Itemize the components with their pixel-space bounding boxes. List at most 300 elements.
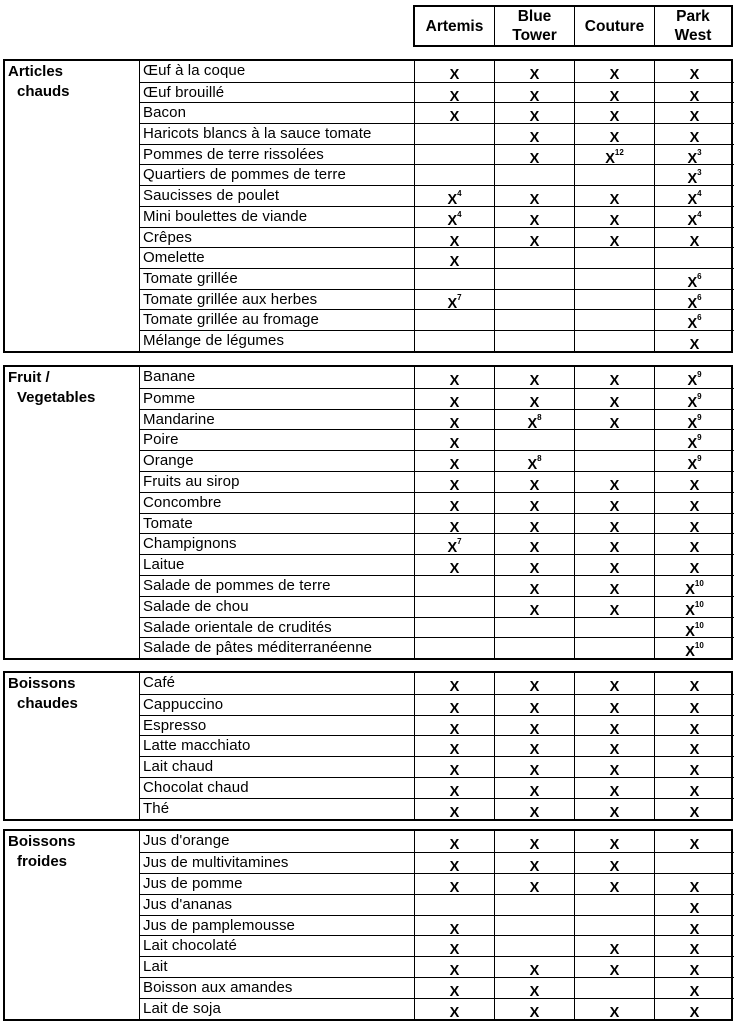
- availability-mark: X: [689, 678, 700, 695]
- availability-cell-artemis: [414, 555, 494, 575]
- table-row: [140, 735, 734, 759]
- table-row: [140, 873, 734, 894]
- table-row: [140, 935, 734, 959]
- footnote-ref: 6: [697, 313, 702, 323]
- availability-mark: X: [449, 254, 460, 271]
- availability-mark: X: [529, 763, 540, 780]
- table-row: [140, 977, 734, 1001]
- availability-cell-blue-tower: [494, 757, 574, 780]
- availability-mark: X: [529, 129, 540, 146]
- availability-mark: X: [447, 295, 458, 312]
- footnote-ref: 12: [614, 147, 624, 157]
- footnote-ref: 3: [697, 147, 702, 157]
- availability-cell-park-west: [654, 874, 734, 894]
- availability-cell-park-west: [654, 165, 734, 188]
- availability-mark: X: [449, 858, 460, 875]
- availability-cell-park-west: [654, 451, 734, 474]
- availability-cell-park-west: [654, 207, 734, 227]
- table-row: [140, 998, 734, 1019]
- availability-mark: X: [449, 372, 460, 389]
- availability-cell-couture: [574, 895, 654, 915]
- item-name: Poire: [143, 431, 179, 449]
- availability-mark: X: [529, 109, 540, 126]
- availability-cell-artemis: [414, 757, 494, 780]
- availability-mark: X: [449, 921, 460, 938]
- item-name: Chocolat chaud: [143, 778, 249, 796]
- section-fruit-vegetables: [3, 365, 733, 660]
- availability-mark: X: [689, 88, 700, 105]
- availability-mark: X: [609, 498, 620, 515]
- item-name: Tomate grillée aux herbes: [143, 290, 318, 308]
- item-name: Jus de pomme: [143, 874, 243, 892]
- availability-cell-blue-tower: [494, 389, 574, 409]
- availability-mark: X: [687, 274, 698, 291]
- availability-mark: X: [449, 1004, 460, 1021]
- item-name: Pommes de terre rissolées: [143, 145, 324, 163]
- availability-cell-park-west: [654, 430, 734, 453]
- availability-mark: X: [449, 963, 460, 980]
- availability-mark: X: [449, 763, 460, 780]
- footnote-ref: 8: [537, 412, 542, 422]
- item-name: Jus d'ananas: [143, 895, 233, 913]
- availability-cell-couture: [574, 757, 654, 780]
- availability-cell-artemis: [414, 145, 494, 165]
- availability-cell-blue-tower: [494, 290, 574, 310]
- section-boissons-froides: [3, 829, 733, 1021]
- availability-mark: X: [447, 212, 458, 229]
- footnote-ref: 4: [697, 189, 702, 199]
- table-row: [140, 471, 734, 492]
- availability-cell-park-west: [654, 310, 734, 333]
- availability-mark: X: [609, 602, 620, 619]
- availability-mark: X: [529, 561, 540, 577]
- availability-mark: X: [529, 477, 540, 494]
- availability-mark: X: [689, 942, 700, 959]
- availability-mark: X: [685, 644, 695, 661]
- availability-cell-artemis: [414, 124, 494, 144]
- availability-mark: X: [689, 540, 700, 557]
- availability-cell-park-west: [654, 269, 734, 289]
- availability-cell-artemis: [414, 103, 494, 126]
- section-rows: [139, 673, 734, 819]
- availability-mark: X: [687, 316, 698, 333]
- item-name: Café: [143, 674, 176, 691]
- availability-cell-blue-tower: [494, 978, 574, 1001]
- availability-cell-artemis: [414, 831, 494, 852]
- availability-cell-park-west: [654, 978, 734, 1001]
- availability-cell-couture: [574, 576, 654, 596]
- availability-cell-park-west: [654, 145, 734, 165]
- item-name: Laitue: [143, 556, 185, 574]
- table-row: [140, 777, 734, 798]
- availability-cell-artemis: [414, 410, 494, 430]
- footnote-ref: 7: [457, 292, 462, 302]
- availability-cell-blue-tower: [494, 874, 574, 894]
- availability-cell-park-west: [654, 957, 734, 980]
- availability-cell-park-west: [654, 638, 734, 661]
- availability-mark: X: [529, 191, 540, 208]
- availability-cell-couture: [574, 61, 654, 82]
- hotel-header-row: [413, 5, 733, 47]
- availability-mark: X: [449, 109, 460, 126]
- table-row: [140, 450, 734, 474]
- section-label-line: Boissons: [8, 833, 76, 850]
- availability-cell-blue-tower: [494, 310, 574, 330]
- availability-cell-artemis: [414, 389, 494, 409]
- availability-mark: X: [689, 879, 700, 896]
- availability-mark: X: [529, 742, 540, 759]
- availability-mark: X: [609, 783, 620, 800]
- table-row: [140, 144, 734, 165]
- availability-cell-couture: [574, 778, 654, 798]
- table-row: [140, 831, 734, 852]
- section-label: [5, 367, 139, 658]
- availability-mark: X: [529, 66, 540, 83]
- item-name: Œuf brouillé: [143, 83, 225, 101]
- availability-cell-park-west: [654, 576, 734, 596]
- availability-mark: X: [449, 457, 460, 474]
- footnote-ref: 9: [697, 412, 702, 422]
- availability-mark: X: [529, 963, 540, 980]
- section-label: [5, 61, 139, 351]
- item-name: Haricots blancs à la sauce tomate: [143, 125, 372, 143]
- availability-cell-artemis: [414, 207, 494, 227]
- item-name: Lait chaud: [143, 758, 214, 776]
- availability-cell-artemis: [414, 673, 494, 694]
- availability-cell-blue-tower: [494, 618, 574, 638]
- availability-mark: X: [609, 581, 620, 598]
- availability-mark: X: [529, 581, 540, 598]
- table-row: [140, 673, 734, 694]
- availability-mark: X: [609, 394, 620, 411]
- availability-cell-blue-tower: [494, 514, 574, 534]
- availability-mark: X: [449, 519, 460, 536]
- availability-cell-couture: [574, 103, 654, 126]
- availability-cell-blue-tower: [494, 597, 574, 617]
- availability-mark: X: [689, 498, 700, 515]
- table-row: [140, 289, 734, 310]
- item-name: Jus de multivitamines: [143, 853, 289, 871]
- section-label: [5, 673, 139, 819]
- availability-cell-couture: [574, 410, 654, 430]
- availability-mark: X: [449, 233, 460, 250]
- availability-mark: X: [447, 191, 458, 208]
- availability-cell-artemis: [414, 83, 494, 103]
- availability-mark: X: [609, 700, 620, 717]
- availability-cell-blue-tower: [494, 895, 574, 915]
- availability-cell-couture: [574, 83, 654, 103]
- section-label-line: chaudes: [17, 695, 78, 712]
- availability-cell-artemis: [414, 514, 494, 534]
- availability-cell-park-west: [654, 514, 734, 534]
- availability-mark: X: [609, 763, 620, 780]
- availability-mark: X: [449, 88, 460, 105]
- availability-mark: X: [609, 742, 620, 759]
- table-row: [140, 715, 734, 736]
- table-row: [140, 61, 734, 82]
- table-row: [140, 513, 734, 534]
- availability-mark: X: [529, 498, 540, 515]
- availability-mark: X: [529, 836, 540, 853]
- availability-cell-artemis: [414, 186, 494, 206]
- section-label-line: froides: [17, 853, 68, 870]
- item-name: Pomme: [143, 389, 196, 407]
- availability-cell-couture: [574, 331, 654, 351]
- availability-cell-park-west: [654, 618, 734, 638]
- availability-mark: X: [689, 783, 700, 800]
- availability-cell-couture: [574, 638, 654, 658]
- availability-cell-blue-tower: [494, 367, 574, 388]
- availability-cell-park-west: [654, 597, 734, 617]
- column-header-blue-tower: Blue Tower: [494, 7, 574, 45]
- availability-cell-artemis: [414, 916, 494, 936]
- availability-cell-park-west: [654, 493, 734, 513]
- availability-mark: X: [529, 150, 540, 167]
- availability-cell-couture: [574, 472, 654, 492]
- availability-cell-couture: [574, 799, 654, 819]
- availability-cell-park-west: [654, 853, 734, 873]
- availability-cell-blue-tower: [494, 83, 574, 103]
- availability-cell-blue-tower: [494, 186, 574, 206]
- availability-cell-blue-tower: [494, 430, 574, 450]
- availability-cell-couture: [574, 534, 654, 557]
- availability-cell-couture: [574, 493, 654, 513]
- availability-mark: X: [689, 763, 700, 780]
- item-name: Mini boulettes de viande: [143, 207, 308, 225]
- item-name: Jus de pamplemousse: [143, 916, 295, 934]
- availability-mark: X: [529, 858, 540, 875]
- availability-cell-artemis: [414, 493, 494, 513]
- table-row: [140, 694, 734, 715]
- availability-cell-blue-tower: [494, 103, 574, 126]
- availability-mark: X: [609, 415, 620, 432]
- availability-cell-couture: [574, 831, 654, 852]
- availability-mark: X: [689, 900, 700, 917]
- availability-mark: X: [609, 372, 620, 389]
- availability-cell-artemis: [414, 895, 494, 915]
- availability-cell-couture: [574, 228, 654, 248]
- section-label-line: chauds: [17, 83, 70, 100]
- availability-cell-blue-tower: [494, 145, 574, 165]
- availability-cell-park-west: [654, 778, 734, 798]
- availability-cell-blue-tower: [494, 207, 574, 227]
- availability-cell-blue-tower: [494, 673, 574, 694]
- availability-cell-park-west: [654, 290, 734, 310]
- availability-cell-blue-tower: [494, 638, 574, 658]
- availability-cell-artemis: [414, 597, 494, 617]
- section-label: [5, 831, 139, 1019]
- table-row: [140, 756, 734, 780]
- availability-cell-couture: [574, 124, 654, 144]
- availability-cell-artemis: [414, 999, 494, 1019]
- availability-cell-park-west: [654, 673, 734, 694]
- availability-cell-couture: [574, 673, 654, 694]
- table-row: [140, 492, 734, 513]
- availability-cell-couture: [574, 874, 654, 894]
- availability-mark: X: [529, 1004, 540, 1021]
- availability-mark: X: [449, 66, 460, 83]
- section-rows: [139, 367, 734, 661]
- availability-mark: X: [609, 191, 620, 208]
- section-articles-chauds: [3, 59, 733, 353]
- availability-cell-artemis: [414, 451, 494, 474]
- footnote-ref: 6: [697, 292, 702, 302]
- item-name: Saucisses de poulet: [143, 187, 280, 205]
- availability-mark: X: [689, 519, 700, 536]
- footnote-ref: 4: [457, 189, 462, 199]
- availability-cell-couture: [574, 936, 654, 959]
- availability-cell-park-west: [654, 555, 734, 575]
- item-name: Quartiers de pommes de terre: [143, 166, 346, 184]
- availability-cell-park-west: [654, 410, 734, 430]
- item-name: Lait de soja: [143, 1000, 221, 1018]
- availability-cell-blue-tower: [494, 228, 574, 248]
- availability-cell-couture: [574, 853, 654, 873]
- item-name: Salade de chou: [143, 597, 249, 615]
- availability-mark: X: [449, 942, 460, 959]
- footnote-ref: 8: [537, 454, 542, 464]
- availability-mark: X: [609, 540, 620, 557]
- availability-cell-artemis: [414, 310, 494, 330]
- availability-mark: X: [609, 129, 620, 146]
- item-name: Latte macchiato: [143, 737, 251, 755]
- table-row: [140, 956, 734, 980]
- item-name: Concombre: [143, 493, 222, 511]
- item-name: Salade de pâtes méditerranéenne: [143, 639, 373, 657]
- availability-mark: X: [529, 372, 540, 389]
- availability-mark: X: [449, 678, 460, 695]
- availability-cell-blue-tower: [494, 799, 574, 819]
- availability-cell-artemis: [414, 957, 494, 980]
- table-row: [140, 409, 734, 430]
- table-row: [140, 123, 734, 144]
- availability-cell-park-west: [654, 895, 734, 915]
- availability-mark: X: [687, 457, 698, 474]
- availability-cell-park-west: [654, 186, 734, 206]
- availability-mark: X: [449, 836, 460, 853]
- column-header-couture: Couture: [574, 7, 654, 45]
- availability-cell-park-west: [654, 103, 734, 126]
- availability-cell-blue-tower: [494, 716, 574, 736]
- item-name: Champignons: [143, 535, 237, 553]
- availability-cell-park-west: [654, 61, 734, 82]
- availability-cell-artemis: [414, 874, 494, 894]
- availability-mark: X: [689, 804, 700, 821]
- availability-cell-blue-tower: [494, 831, 574, 852]
- availability-cell-blue-tower: [494, 916, 574, 936]
- footnote-ref: 3: [697, 168, 702, 178]
- table-row: [140, 367, 734, 388]
- availability-cell-couture: [574, 999, 654, 1019]
- availability-mark: X: [609, 858, 620, 875]
- availability-cell-couture: [574, 957, 654, 980]
- table-row: [140, 268, 734, 289]
- availability-cell-artemis: [414, 331, 494, 351]
- availability-mark: X: [449, 721, 460, 738]
- availability-mark: X: [609, 212, 620, 229]
- availability-cell-blue-tower: [494, 493, 574, 513]
- availability-mark: X: [529, 394, 540, 411]
- availability-mark: X: [689, 129, 700, 146]
- availability-cell-couture: [574, 290, 654, 310]
- table-row: [140, 309, 734, 333]
- availability-cell-park-west: [654, 124, 734, 144]
- section-label-line: Fruit /: [8, 369, 50, 386]
- availability-cell-artemis: [414, 778, 494, 798]
- availability-cell-blue-tower: [494, 695, 574, 715]
- availability-mark: X: [609, 804, 620, 821]
- availability-mark: X: [529, 984, 540, 1001]
- item-name: Salade orientale de crudités: [143, 618, 332, 636]
- availability-cell-blue-tower: [494, 778, 574, 798]
- availability-cell-artemis: [414, 269, 494, 289]
- table-row: [140, 164, 734, 188]
- availability-mark: X: [609, 233, 620, 250]
- item-name: Tomate grillée au fromage: [143, 311, 319, 329]
- availability-cell-artemis: [414, 978, 494, 1001]
- availability-cell-artemis: [414, 534, 494, 557]
- availability-cell-park-west: [654, 83, 734, 103]
- section-label-line: Articles: [8, 63, 64, 80]
- availability-cell-blue-tower: [494, 472, 574, 492]
- item-name: Crêpes: [143, 228, 192, 246]
- availability-mark: X: [449, 436, 460, 453]
- footnote-ref: 9: [697, 454, 702, 464]
- section-label-line: Vegetables: [17, 389, 96, 406]
- availability-cell-artemis: [414, 290, 494, 310]
- column-header-park-west: Park West: [654, 7, 731, 45]
- availability-mark: X: [689, 921, 700, 938]
- availability-mark: X: [687, 150, 698, 167]
- availability-cell-artemis: [414, 936, 494, 959]
- availability-cell-artemis: [414, 61, 494, 82]
- availability-mark: X: [689, 836, 700, 853]
- availability-cell-park-west: [654, 367, 734, 388]
- availability-mark: X: [609, 66, 620, 83]
- availability-mark: X: [449, 984, 460, 1001]
- availability-cell-artemis: [414, 853, 494, 873]
- availability-cell-blue-tower: [494, 957, 574, 980]
- availability-cell-park-west: [654, 472, 734, 492]
- availability-mark: X: [449, 783, 460, 800]
- item-name: Mélange de légumes: [143, 331, 285, 349]
- column-header-artemis: Artemis: [425, 17, 484, 35]
- item-name: Omelette: [143, 249, 205, 267]
- item-name: Œuf à la coque: [143, 62, 246, 79]
- availability-cell-couture: [574, 978, 654, 998]
- table-row: [140, 429, 734, 453]
- availability-mark: X: [689, 109, 700, 126]
- availability-mark: X: [609, 678, 620, 695]
- section-rows: [139, 831, 734, 1019]
- item-name: Tomate grillée: [143, 269, 238, 287]
- availability-cell-park-west: [654, 936, 734, 959]
- availability-cell-couture: [574, 389, 654, 409]
- table-row: [140, 102, 734, 126]
- availability-mark: X: [529, 233, 540, 250]
- footnote-ref: 7: [457, 537, 462, 547]
- availability-mark: X: [689, 742, 700, 759]
- availability-mark: X: [449, 415, 460, 432]
- availability-mark: X: [689, 984, 700, 1001]
- availability-cell-blue-tower: [494, 124, 574, 144]
- item-name: Fruits au sirop: [143, 472, 240, 490]
- availability-mark: X: [689, 700, 700, 717]
- availability-cell-park-west: [654, 228, 734, 248]
- availability-cell-couture: [574, 186, 654, 206]
- availability-cell-park-west: [654, 757, 734, 780]
- availability-mark: X: [687, 415, 698, 432]
